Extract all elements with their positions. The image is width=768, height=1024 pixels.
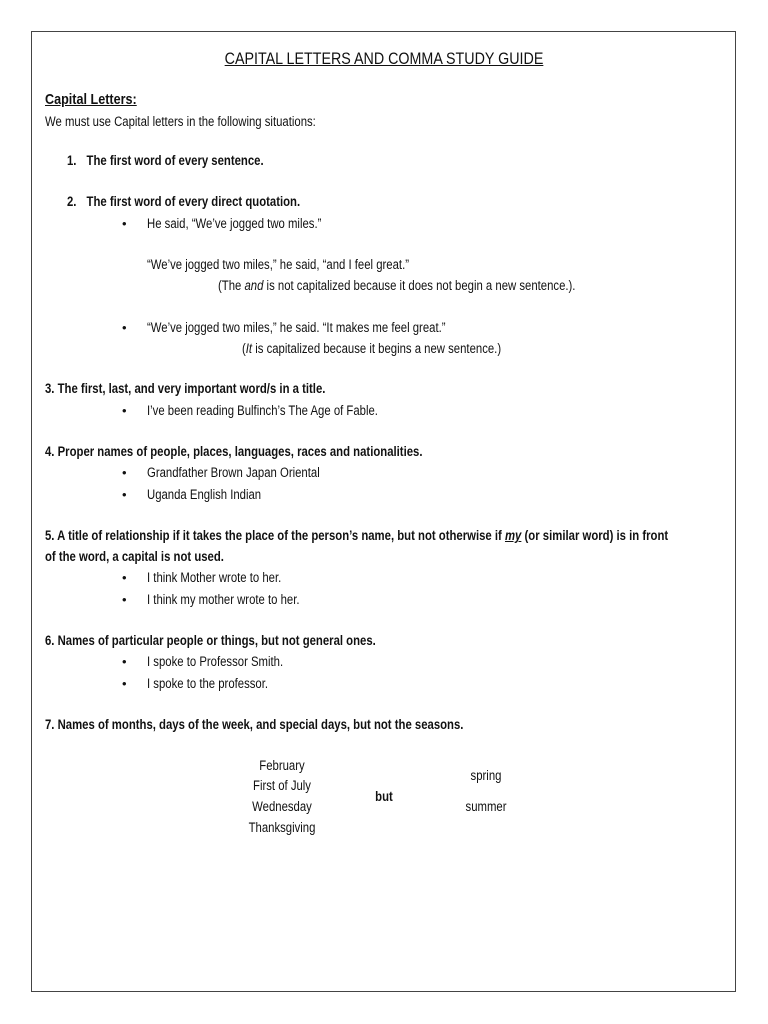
rule-2-number: 2. (67, 194, 77, 209)
note-r2-1-pre: (The (218, 278, 245, 293)
rule-7: 7. Names of months, days of the week, and special days, but not the seasons. (45, 717, 464, 732)
rule-5-emphasis: my (504, 528, 522, 543)
example-r2-quote: “We’ve jogged two miles,” he said, “and I feel great.” (147, 257, 410, 272)
connector-word: but (375, 789, 393, 804)
example-r3-b1: I’ve been reading Bulfinch’s The Age of Fable. (147, 403, 378, 418)
example-r5-b1: I think Mother wrote to her. (147, 570, 282, 585)
rule-5-line-1 (45, 528, 668, 543)
rule-5-text-b: (or similar word) is in front (521, 528, 669, 543)
example-r4-b1: Grandfather Brown Japan Oriental (147, 465, 320, 480)
rule-1-number: 1. (67, 153, 77, 168)
note-r2-2-pre: ( (242, 341, 246, 356)
rule-1-text: The first word of every sentence. (86, 153, 264, 168)
note-r2-1-em: and (244, 278, 264, 293)
rule-6: 6. Names of particular people or things, but not general ones. (45, 633, 376, 648)
example-r2-b1: He said, “We’ve jogged two miles.” (147, 216, 322, 231)
bullet-icon: • (122, 465, 127, 480)
example-r6-b1: I spoke to Professor Smith. (147, 654, 284, 669)
rule-3: 3. The first, last, and very important word/s in a title. (45, 381, 326, 396)
section-heading: Capital Letters: (45, 91, 137, 108)
note-r2-2-post: is capitalized because it begins a new sentence.) (252, 341, 502, 356)
bullet-icon: • (122, 592, 127, 607)
example-r4-b2: Uganda English Indian (147, 487, 262, 502)
rule-2-text: The first word of every direct quotation. (86, 194, 301, 209)
note-r2-1 (218, 278, 575, 293)
page-border (31, 31, 736, 992)
rule-1 (67, 153, 264, 168)
capitalized-example: February (259, 758, 305, 773)
intro-text: We must use Capital letters in the following situations: (45, 114, 316, 129)
example-r2-b2: “We’ve jogged two miles,” he said. “It makes me feel great.” (147, 320, 446, 335)
capitalized-example: First of July (253, 778, 311, 793)
note-r2-2 (242, 341, 501, 356)
bullet-icon: • (122, 654, 127, 669)
bullet-icon: • (122, 216, 127, 231)
lowercase-example: spring (470, 768, 502, 783)
note-r2-1-post: is not capitalized because it does not begin a new sentence.). (263, 278, 576, 293)
bullet-icon: • (122, 403, 127, 418)
capitalized-example: Wednesday (252, 799, 312, 814)
bullet-icon: • (122, 676, 127, 691)
bullet-icon: • (122, 570, 127, 585)
rule-5-text-a: 5. A title of relationship if it takes the place of the person’s name, but not otherwise if (45, 528, 505, 543)
bullet-icon: • (122, 487, 127, 502)
lowercase-example: summer (465, 799, 507, 814)
note-r2-2-em: It (245, 341, 253, 356)
example-r6-b2: I spoke to the professor. (147, 676, 269, 691)
rule-4: 4. Proper names of people, places, languages, races and nationalities. (45, 444, 423, 459)
bullet-icon: • (122, 320, 127, 335)
rule-2 (67, 194, 300, 209)
page-title: CAPITAL LETTERS AND COMMA STUDY GUIDE (224, 49, 544, 68)
example-r5-b2: I think my mother wrote to her. (147, 592, 300, 607)
rule-5-line-2: of the word, a capital is not used. (45, 549, 224, 564)
capitalized-example: Thanksgiving (248, 820, 316, 835)
